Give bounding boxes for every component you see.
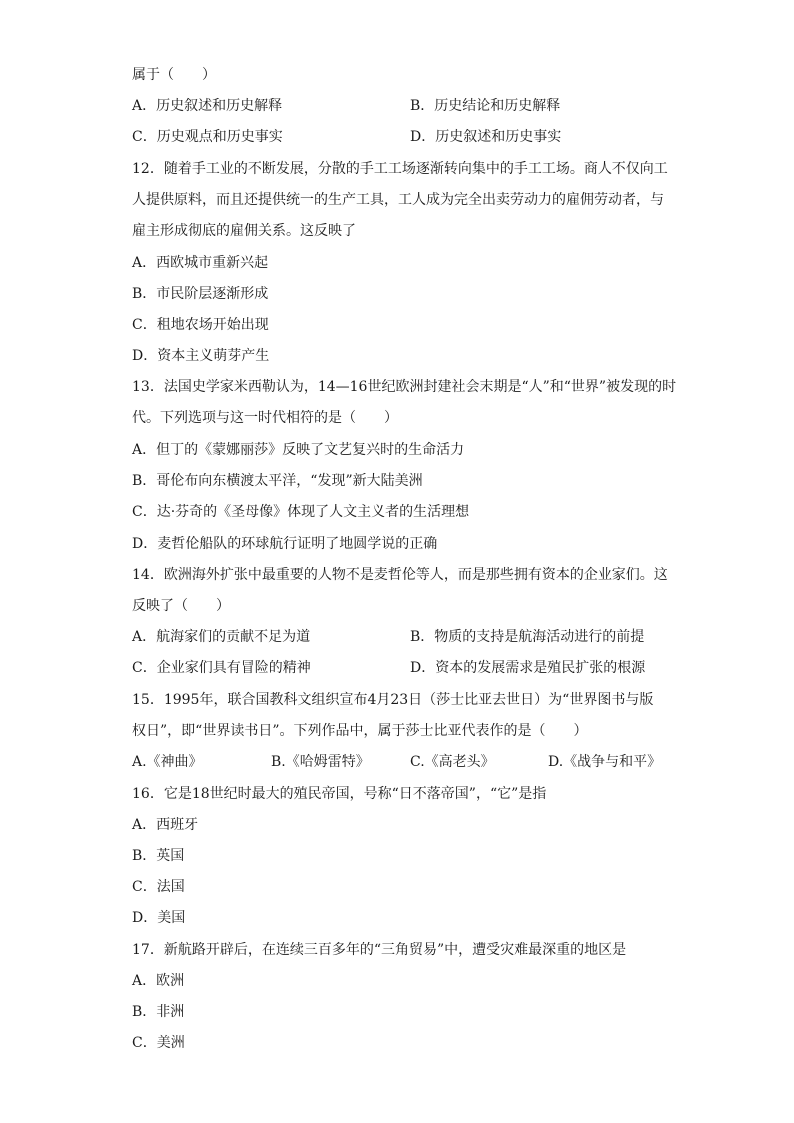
q12-option-a: A．西欧城市重新兴起 [132,255,269,271]
q15-option-c: C.《高老头》 [410,754,495,770]
q12-option-c: C．租地农场开始出现 [132,317,269,333]
q13-option-a: A．但丁的《蒙娜丽莎》反映了文艺复兴时的生命活力 [132,442,465,458]
q17-option-c: C．美洲 [132,1035,185,1051]
q16-option-d: D．美国 [132,910,186,926]
question-12-line-2: 人提供原料，而且还提供统一的生产工具，工人成为完全出卖劳动力的雇佣劳动者，与 [132,192,664,208]
q13-option-d: D．麦哲伦船队的环球航行证明了地圆学说的正确 [132,536,438,552]
q13-option-c: C．达·芬奇的《圣母像》体现了人文主义者的生活理想 [132,504,470,520]
q12-option-b: B．市民阶层逐渐形成 [132,286,269,302]
q14-option-c: C．企业家们具有冒险的精神 [132,660,311,676]
q15-option-a: A.《神曲》 [132,754,203,770]
question-14-line-2: 反映了（ ） [132,598,230,614]
question-17-line-1: 17．新航路开辟后，在连续三百多年的“三角贸易”中，遭受灾难最深重的地区是 [132,942,627,958]
q15-option-b: B.《哈姆雷特》 [271,754,370,770]
q16-option-c: C．法国 [132,879,185,895]
question-12-line-1: 12．随着手工业的不断发展，分散的手工工场逐渐转向集中的手工工场。商人不仅向工 [132,161,668,177]
q16-option-b: B．英国 [132,848,185,864]
q14-option-b: B．物质的支持是航海活动进行的前提 [410,629,645,645]
question-16-line-1: 16．它是18世纪时最大的殖民帝国，号称“日不落帝国”，“它”是指 [132,786,547,802]
q11-option-d: D．历史叙述和历史事实 [410,129,562,145]
question-15-line-2: 权日”，即“世界读书日”。下列作品中，属于莎士比亚代表作的是（ ） [132,723,588,739]
q14-option-a: A．航海家们的贡献不足为道 [132,629,311,645]
question-11-tail: 属于（ ） [132,67,216,83]
q13-option-b: B．哥伦布向东横渡太平洋，“发现”新大陆美洲 [132,473,423,489]
question-15-line-1: 15．1995年，联合国教科文组织宣布4月23日（莎士比亚去世日）为“世界图书与版 [132,692,654,708]
q17-option-a: A．欧洲 [132,973,185,989]
q12-option-d: D．资本主义萌芽产生 [132,348,270,364]
q14-option-d: D．资本的发展需求是殖民扩张的根源 [410,660,646,676]
question-12-line-3: 雇主形成彻底的雇佣关系。这反映了 [132,223,356,239]
question-14-line-1: 14．欧洲海外扩张中最重要的人物不是麦哲伦等人，而是那些拥有资本的企业家们。这 [132,567,668,583]
question-13-line-2: 代。下列选项与这一时代相符的是（ ） [132,410,398,426]
q17-option-b: B．非洲 [132,1004,185,1020]
q15-option-d: D.《战争与和平》 [548,754,662,770]
q11-option-a: A．历史叙述和历史解释 [132,98,283,114]
question-13-line-1: 13．法国史学家米西勒认为，14—16世纪欧洲封建社会末期是“人”和“世界”被发现的时 [132,379,677,395]
q11-option-c: C．历史观点和历史事实 [132,129,283,145]
q11-option-b: B．历史结论和历史解释 [410,98,561,114]
q16-option-a: A．西班牙 [132,817,199,833]
